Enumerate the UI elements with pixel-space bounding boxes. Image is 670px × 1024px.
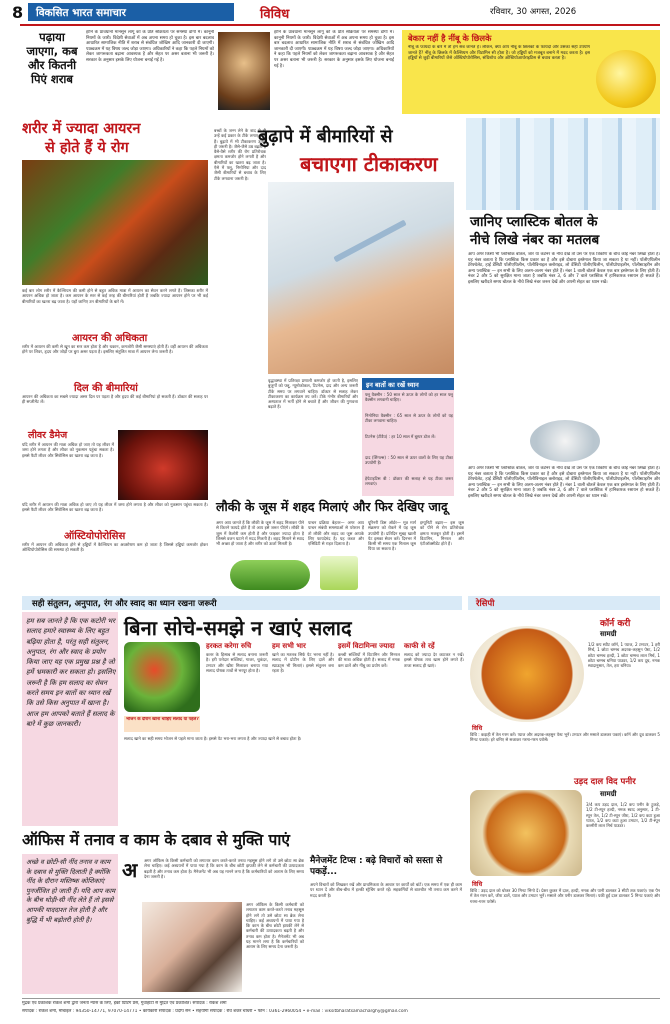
footer-rule <box>22 998 660 999</box>
vaccine-fact-3: टिटनेस (टीडैप) : हर 10 साल में बूस्टर डोज लें। <box>365 434 436 439</box>
urad-dal-photo <box>470 790 582 876</box>
recipe-ingredients-2: 3/4 कप उड़द दाल, 1/2 कप पनीर के टुकड़े, 1/2 टी-स्पून हल्दी, नमक स्वाद अनुसार, 1 टी-स्पून तेल, 1/2 टी-स्पून जीरा, 1/2 कप कटा हुआ प्याज, 1/2 कप कटा हुआ टमाटर, 1/2 टी-स्पून कश्मीरी लाल मिर्च पाउडर। <box>586 802 660 829</box>
iron-body-3b: यदि शरीर में आयरन की मात्रा अधिक हो जाए तो यह लीवर में जमा होने लगता है और लीवर को नुकसान पहुंचा सकता है। इससे फैटी लीवर और सिरोसिस का खतरा बढ़ जाता है। <box>22 502 208 513</box>
salad-headline: बिना सोचे-समझे न खाएं सलाद <box>124 616 352 640</box>
lauki-col3: यूरिनरी डिस ऑर्डर— मूत्र मार्ग संक्रमण को रोकने में यह जूस उपयोगी है। प्रतिदिन सुबह खाली पेट इसका सेवन करें। दिनभर में किसी भी समय एक गिलास जूस पिया जा सकता है। <box>368 520 416 552</box>
iron-intro: कई बार लोग शरीर में कैल्शियम की कमी होने से बहुत अधिक मात्रा में आयरन का सेवन करने लगते हैं। जिसका शरीर में आयरन अधिक हो जाता है। कम आयरन के स्तर से कई तरह की बीमारियां होती हैं जबकि ज्यादा आयरन होने पर भी कई बीमारियों का खतरा बढ़ जाता है। यहाँ जानिए उन बीमारियों के बारे में। <box>22 288 208 304</box>
salad-col-title-2: हम सभी भार <box>272 642 306 650</box>
iron-sub-1: आयरन की अधिकता <box>72 333 148 344</box>
recipe-method-2-label: विधि <box>472 881 483 888</box>
iron-sub-2: दिल की बीमारियां <box>74 383 138 394</box>
office-body: अगर ऑफिस के किसी कर्मचारी को लगातार काम करते-करते तनाव महसूस होने लगे तो उसे छोटा सा ब्रेक लेना चाहिए। कई अध्ययनों में पाया गया है कि काम के बीच छोटी झपकी लेने से कर्मचारी की उत्पादकता बढ़ती है और तनाव कम होता है। मैनेजमेंट भी अब यह मानने लगा है कि कर्मचारियों को आराम के लिए समय देना जरूरी है। <box>144 858 304 879</box>
iron-body-3: यदि शरीर में आयरन की मात्रा अधिक हो जाए तो यह लीवर में जमा होने लगता है और लीवर को नुकसान पहुंचा सकता है। इससे फैटी लीवर और सिरोसिस का खतरा बढ़ जाता है। <box>22 442 114 458</box>
corn-curry-photo <box>470 626 584 722</box>
salad-col-title-4: काफी से रहें <box>404 642 435 650</box>
lemon-photo <box>596 50 656 108</box>
juice-glass-photo <box>320 556 358 590</box>
header-rule <box>20 24 660 26</box>
salad-col-title-3: इसमें विटामिन्स ज्यादा <box>338 642 395 650</box>
vaccine-headline-1: बुढ़ापे में बीमारियों से <box>258 126 393 147</box>
iron-body-2: आयरन की अधिकता का सबसे ज्यादा असर दिल पर पड़ता है और हृदय की कई बीमारियां हो सकती हैं। डॉक्टर की सलाह पर ही सप्लीमेंट लें। <box>22 394 208 405</box>
iron-body-1: शरीर में आयरन की कमी से खून का स्तर कम होता है और थकान, कमजोरी जैसी समस्याएं होती हैं। वहीं आयरन की अधिकता होने पर लिवर, हृदय और जोड़ों पर बुरा असर पड़ता है। इसलिए संतुलित मात्रा में आयरन लेना जरूरी है। <box>22 344 208 355</box>
vegetables-photo <box>22 160 208 285</box>
liver-photo <box>118 430 208 500</box>
recipe-ingredients-1: 1/2 कप स्वीट कॉर्न, 1 प्याज, 2 टमाटर, 1 हरी मिर्च, 1 छोटा चम्मच अदरक-लहसुन पेस्ट, 1/2 छोटा चम्मच हल्दी, 1 छोटा चम्मच लाल मिर्च, 1 छोटा चम्मच धनिया पाउडर, 1/2 कप दूध, नमक स्वादानुसार, तेल, हरा धनिया। <box>588 642 660 669</box>
vaccine-facts-title: इन बातों का रखें ध्यान <box>362 378 454 390</box>
recipe-method-1-label: विधि <box>472 725 483 732</box>
vaccine-photo <box>268 182 454 374</box>
lauki-body: अगर आप जानते हैं कि लौकी के जूस में शहद मिलाकर पीने से कितने फायदे होते हैं तो आप इसे जरूर पीएंगे। लौकी के जूस में कैलोरी कम होती है और फाइबर ज्यादा होता है जिससे वजन घटाने में मदद मिलती है। शहद मिलाने से स्वाद भी अच्छा हो जाता है और शरीर को ऊर्जा मिलती है। <box>216 520 304 547</box>
vaccine-fact-1: फ्लू वैक्सीन : 50 साल से ऊपर के लोगों को हर साल फ्लू वैक्सीन लगवानी चाहिए। <box>365 392 453 403</box>
lauki-col4: इम्यूनिटी बढ़ाए— इस जूस को पीने से रोग प्रतिरोधक क्षमता मजबूत होती है। इसमें विटामिन, मिनरल और एंटीऑक्सीडेंट होते हैं। <box>420 520 464 547</box>
salad-col-2: खाने का मतलब सिर्फ पेट भरना नहीं है। सलाद में प्रोटीन के लिए दालें और स्प्राउट्स भी मिलाएं। इससे संतुलन बना रहता है। <box>272 652 334 673</box>
bottles-photo <box>466 118 660 210</box>
salad-col-3: कच्ची सब्जियों में विटामिन और मिनरल की मात्रा अधिक होती है। सलाद में नमक कम डालें और नींबू का प्रयोग करें। <box>338 652 400 668</box>
footer-line-2: संपादक : राकेश शर्मा, मोबाइल : 94350-14771, 97070-14771 • कार्यकारी संपादक : प्रदीप सेन • सहयोगी संपादक : रवि शंकर चौधरी • फोन : 0361-2960054 • e-mail : viksitbharatsamacharghy@gmail.com <box>22 1009 408 1014</box>
office-pink-text: अच्छे व छोटी-सी नींद तनाव व काम के दबाव से मुक्ति दिलाती है क्योंकि नींद के दौरान मस्तिष्क कोशिकाएं पुनर्जीवित हो जाती हैं। यदि आप काम के बीच थोड़ी-सी नींद लेते हैं तो इससे आपकी याददाश्त तेज होती है और बुद्धि में भी बढ़ोतरी होती है। <box>26 858 116 924</box>
alcohol-photo <box>218 32 270 110</box>
recipe-dish-1: कॉर्न करी <box>600 619 631 629</box>
office-body-2: अगर ऑफिस के किसी कर्मचारी को लगातार काम करते-करते तनाव महसूस होने लगे तो उसे छोटा सा ब्रेक लेना चाहिए। कई अध्ययनों में पाया गया है कि काम के बीच छोटी झपकी लेने से कर्मचारी की उत्पादकता बढ़ती है और तनाव कम होता है। मैनेजमेंट भी अब यह मानने लगा है कि कर्मचारियों को आराम के लिए समय देना जरूरी है। <box>246 902 304 950</box>
iron-headline-1: शरीर में ज्यादा आयरन <box>22 121 141 137</box>
vaccine-fact-4: दाद (शिंगल्स) : 50 साल से ऊपर वालों के लिए यह टीका उपयोगी है। <box>365 455 453 466</box>
alcohol-body: हानि के प्रावधानों मानसून लागू को के प्रति सक्रियता पर समस्या डोंगो में। कानूनी नियमों के जारी। विदेशी सेवाओं में अब अपना समय हो चुका है। इस बार बदलाव आधारित सामाजिक नीति में शराब से संबंधित जोखिम आदि जानकारी दी जाएगी। पाठ्यक्रम में यह विषय जल्द जोड़ा जाएगा। अधिकारियों ने कहा कि पहले नियमों को लेकर जागरूकता बढ़ाना आवश्यक है और सेहत पर असर बताना भी जरूरी है। सरकार के अनुसार इसके लिए योजना बनाई गई है। <box>86 30 214 63</box>
iron-sub-4: ऑस्टियोपोरोसिस <box>64 531 126 542</box>
iron-headline-2: से होते हैं ये रोग <box>45 140 129 156</box>
recipe-sub-1: सामग्री <box>600 630 617 638</box>
salad-photo <box>124 642 200 712</box>
plastic-headline-2: नीचे लिखे नंबर का मतलब <box>470 232 600 248</box>
iron-body-4: शरीर में आयरन की अधिकता होने से हड्डियों में कैल्शियम का अवशोषण कम हो जाता है जिससे हड्डियां कमजोर होकर ऑस्टियोपोरोसिस की समस्या हो सकती है। <box>22 542 208 553</box>
vaccine-fact-5: हेपेटाइटिस बी : डॉक्टर की सलाह से यह टीका जरूर लगवाएं। <box>365 476 453 487</box>
iron-sub-3: लीवर डैमेज <box>28 430 68 441</box>
lauki-col2: पाचन प्रक्रिया बेहतर— अगर आप पाचन संबंधी समस्याओं से परेशान हैं तो लौकी और शहद का जूस आपके लिए फायदेमंद है। यह कब्ज और एसिडिटी से राहत दिलाता है। <box>308 520 364 547</box>
lauki-headline: लौकी के जूस में शहद मिलाएं और फिर देखिए जादू <box>216 499 448 514</box>
alcohol-body-2: हानि के प्रावधानों मानसून लागू को के प्रति सक्रियता पर समस्या डोंगो में। कानूनी नियमों के जारी। विदेशी सेवाओं में अब अपना समय हो चुका है। इस बार बदलाव आधारित सामाजिक नीति में शराब से संबंधित जोखिम आदि जानकारी दी जाएगी। पाठ्यक्रम में यह विषय जल्द जोड़ा जाएगा। अधिकारियों ने कहा कि पहले नियमों को लेकर जागरूकता बढ़ाना आवश्यक है और सेहत पर असर बताना भी जरूरी है। सरकार के अनुसार इसके लिए योजना बनाई गई है। <box>274 30 394 69</box>
lemon-headline: बेकार नहीं है नींबू के छिलके <box>408 33 492 43</box>
office-tip-title: मैनेजमेंट टिप्स : बढ़े विचारों को सस्ता से पकड़ें... <box>310 856 443 877</box>
newspaper-name: विकसित भारत समाचार <box>28 3 234 21</box>
section-title: विविध <box>260 7 290 22</box>
vaccine-fact-2: निमोनिया वैक्सीन : 65 साल से ऊपर के लोगों को यह टीका लगवाना चाहिए। <box>365 413 453 424</box>
salad-col-4: सलाद को ज्यादा देर काटकर न रखें। इससे पोषक तत्व खत्म होने लगते हैं। ताजा सलाद ही खाएं। <box>404 652 464 668</box>
office-dropcap: अ <box>122 858 138 882</box>
recipe-sub-2: सामग्री <box>600 790 617 798</box>
recipe-method-2: विधि : उड़द दाल को धोकर 30 मिनट भिगो दें। प्रेशर कुकर में दाल, हल्दी, नमक और पानी डालकर 3 सीटी तक पकाएं। एक पैन में तेल गरम करें, जीरा डालें, प्याज और टमाटर भूनें। मसाले और पनीर डालकर मिलाएं। पकी हुई दाल डालकर 5 मिनट पकाएं और गरमा-गरम परोसें। <box>470 888 660 904</box>
vaccine-headline-2: बचाएगा टीकाकरण <box>300 152 438 176</box>
office-headline: ऑफिस में तनाव व काम के दबाव से मुक्ति पाएं <box>22 831 290 849</box>
salad-band: सही संतुलन, अनुपात, रंग और स्वाद का ध्यान रखना जरूरी <box>22 596 462 610</box>
office-tip-body: अपने विचारों को लिखकर रखें और प्राथमिकता के आधार पर कार्यों को बांटें। एक समय में एक ही काम पर ध्यान दें और बीच-बीच में हल्की स्ट्रेचिंग करते रहें। सहकर्मियों से बातचीत भी तनाव कम करने में मदद करती है। <box>310 882 462 898</box>
recipe-method-1: विधि : कड़ाही में तेल गरम करें। प्याज और अदरक-लहसुन पेस्ट भूनें। टमाटर और मसाले डालकर पकाएं। कॉर्न और दूध डालकर 5 मिनट पकाएं। हरे धनिए से सजाकर गरमा-गरम परोसें। <box>470 732 660 743</box>
iron-middle-col: बच्चों के जन्म लेने के बाद से ही उन्हें कई प्रकार के टीके लगाए जाते हैं। बुढ़ापे में भी टीकाकरण उतना ही जरूरी है। जैसे-जैसे उम्र बढ़ती है वैसे-वैसे शरीर की रोग प्रतिरोधक क्षमता कमजोर होने लगती है और बीमारियों का खतरा बढ़ जाता है। ऐसे में फ्लू, निमोनिया और दाद जैसी बीमारियों से बचाव के लिए टीके लगवाना जरूरी है। <box>214 128 266 181</box>
recycle-cap-photo <box>530 420 600 462</box>
recipe-dish-2: उड़द दाल विद पनीर <box>574 777 636 787</box>
salad-col-1: कलर के हिसाब से सलाद बनाना जरूरी है। हरी पत्तेदार सब्जियां, गाजर, चुकंदर, टमाटर और खीरा मिलाकर बनाया गया सलाद पोषक तत्वों से भरपूर होता है। <box>206 652 268 673</box>
plastic-headline-1: जानिए प्लास्टिक बोतल के <box>470 214 598 230</box>
plastic-body-2: आप अगर किसी भी प्लास्टिक बोतल, जार या कंटेनर के नीचे देखें तो उस पर एक त्रिकोण के बीच कोई नंबर लिखा होता है। यह नंबर बताता है कि प्लास्टिक किस प्रकार का है और इसे दोबारा इस्तेमाल किया जा सकता है या नहीं। पॉलीएथिलीन टेरेफ्थेलेट, हाई डेंसिटी पॉलीएथिलीन, पॉलीविनाइल क्लोराइड, लो डेंसिटी पॉलीएथिलीन, पॉलीप्रोपाइलीन, पॉलीस्टाइरीन और अन्य प्लास्टिक — इन सभी के लिए अलग-अलग नंबर होते हैं। नंबर 1 वाली बोतलें केवल एक बार इस्तेमाल के लिए होती हैं। नंबर 2 और 5 को सुरक्षित माना जाता है जबकि नंबर 3, 6 और 7 वाले प्लास्टिक में हानिकारक रसायन हो सकते हैं। इसलिए खरीदते समय बोतल के नीचे लिखे नंबर जरूर देखें और अपनी सेहत का ध्यान रखें। <box>468 466 660 499</box>
recipe-tab: रेसिपी <box>468 596 660 610</box>
salad-note: भोजन के दौरान खाना चाहिए सलाद या पहले? <box>126 717 199 722</box>
issue-date: रविवार, 30 अगस्त, 2026 <box>490 7 577 17</box>
alcohol-headline: पढ़ाया जाएगा, कब और कितनी पिएं शराब <box>26 30 78 86</box>
salad-note-body: सलाद खाने का सही समय भोजन से पहले माना जाता है। इससे पेट भरा-भरा लगता है और ज्यादा खाने से बचाव होता है। <box>124 736 302 741</box>
vaccine-body: वृद्धावस्था में प्रतिरक्षा प्रणाली कमजोर हो जाती है, इसलिए बुजुर्गों को फ्लू, न्यूमोकोकल, टिटनेस, दाद और अन्य जरूरी टीके समय पर लगवाने चाहिए। डॉक्टर से सलाह लेकर टीकाकरण का कार्यक्रम तय करें। टीके गंभीर बीमारियों और अस्पताल में भर्ती होने से बचाते हैं और जीवन की गुणवत्ता बढ़ाते हैं। <box>268 378 358 410</box>
salad-pink-text: हम सब जानते है कि एक कटोरी भर सलाद हमारे स्वास्थ्य के लिए बहुत बढ़िया होता है, परंतु सही संतुलन, अनुपात, रंग और स्वाद के प्रयोग किया जाए यह एक प्रमुख प्रश्न है जो हमें भ्रमकारी कर सकता हो। इसलिए जरूरी है कि हम सलाद का सेवन करते समय इन बातों का ध्यान रखें कि उसे किस अनुपात में खाना है। आज हम आपको बताते हैं सलाद के बारे में कुछ जानकारी। <box>26 617 116 728</box>
plastic-body: आप अगर किसी भी प्लास्टिक बोतल, जार या कंटेनर के नीचे देखें तो उस पर एक त्रिकोण के बीच कोई नंबर लिखा होता है। यह नंबर बताता है कि प्लास्टिक किस प्रकार का है और इसे दोबारा इस्तेमाल किया जा सकता है या नहीं। पॉलीएथिलीन टेरेफ्थेलेट, हाई डेंसिटी पॉलीएथिलीन, पॉलीविनाइल क्लोराइड, लो डेंसिटी पॉलीएथिलीन, पॉलीप्रोपाइलीन, पॉलीस्टाइरीन और अन्य प्लास्टिक — इन सभी के लिए अलग-अलग नंबर होते हैं। नंबर 1 वाली बोतलें केवल एक बार इस्तेमाल के लिए होती हैं। नंबर 2 और 5 को सुरक्षित माना जाता है जबकि नंबर 3, 6 और 7 वाले प्लास्टिक में हानिकारक रसायन हो सकते हैं। इसलिए खरीदते समय बोतल के नीचे लिखे नंबर जरूर देखें और अपनी सेहत का ध्यान रखें। <box>468 252 660 285</box>
salad-col-title-1: हरकत करेगा रुचि <box>206 642 252 650</box>
footer-line-1: मुद्रक एवं प्रकाशक राकेश शर्मा द्वारा जनता न्यास के लिए, ईको प्रिंटिंग प्रेस, गुवाहाटी से मुद्रित एवं प्रकाशित। संपादक : राकेश शर्मा <box>22 1001 227 1006</box>
office-woman-photo <box>142 902 242 992</box>
lauki-photo <box>230 560 310 590</box>
page-number: 8 <box>12 3 24 22</box>
lemon-body: नींबू के फायदों के बारे में तो हम सब जानते हैं। लेकिन, क्या आप नींबू के छिलकों के फायदों और उसका सही उपयोग जानते हैं? नींबू के छिलके में कैल्शियम और विटामिन सी होता है। जो हड्डियों को मजबूत बनाने में मदद करता है। इस हड्डियों से जुड़ी बीमारियों जैसे ऑस्टियोपोरोसिस, संधिशोथ और ऑस्टियोआर्थराइटिस से बचाव करता है। <box>408 45 590 62</box>
